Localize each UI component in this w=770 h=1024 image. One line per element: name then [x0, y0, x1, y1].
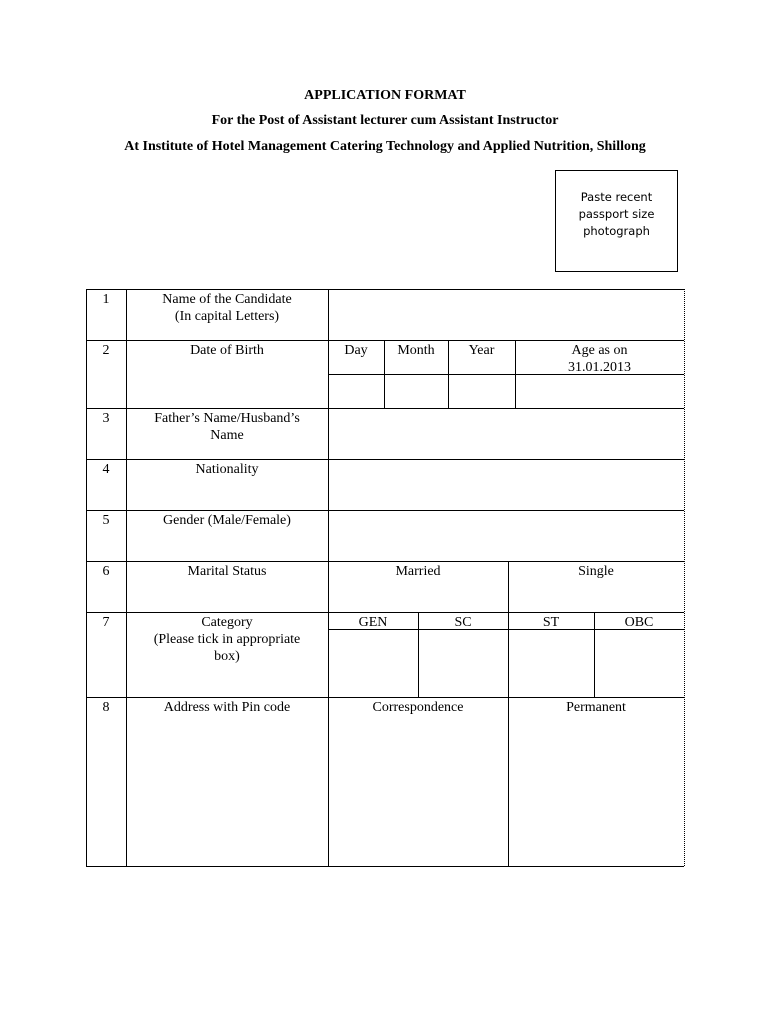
- row-number: 5: [102, 513, 110, 528]
- dob-day-label: Day: [344, 343, 368, 358]
- gender-label: Gender (Male/Female): [163, 513, 291, 528]
- category-obc-label: OBC: [624, 615, 654, 630]
- correspondence-address-label: Correspondence: [372, 700, 464, 715]
- photo-box-line-2: passport size: [578, 207, 655, 221]
- age-label: Age as on 31.01.2013: [568, 343, 631, 375]
- table-border-bottom: [86, 866, 684, 867]
- photo-box-line-3: photograph: [583, 224, 650, 238]
- married-option[interactable]: Married: [395, 564, 441, 579]
- name-input-cell[interactable]: [329, 290, 684, 340]
- nationality-label: Nationality: [195, 462, 259, 477]
- institute-name: At Institute of Hotel Management Catering Technology and Applied Nutrition, Shillong: [124, 139, 646, 154]
- category-gen-box[interactable]: [329, 630, 418, 697]
- category-st-box[interactable]: [509, 630, 594, 697]
- table-border-right: [684, 289, 685, 866]
- name-label: Name of the Candidate (In capital Letters): [162, 292, 292, 324]
- address-label: Address with Pin code: [163, 700, 291, 715]
- dob-day-input[interactable]: [329, 375, 384, 408]
- photo-box-line-1: Paste recent: [580, 190, 653, 204]
- correspondence-address-input[interactable]: [329, 720, 508, 866]
- age-input[interactable]: [516, 375, 684, 408]
- category-sc-box[interactable]: [419, 630, 508, 697]
- dob-label: Date of Birth: [190, 343, 264, 358]
- row-number: 2: [102, 343, 110, 358]
- row-divider: [86, 561, 684, 562]
- father-name-label: Father’s Name/Husband’s Name: [154, 411, 300, 443]
- single-option[interactable]: Single: [578, 564, 614, 579]
- row-number: 4: [102, 462, 110, 477]
- gender-input-cell[interactable]: [329, 511, 684, 561]
- row-number: 8: [102, 700, 110, 715]
- form-title: APPLICATION FORMAT: [304, 88, 466, 103]
- row-divider: [86, 697, 684, 698]
- category-gen-label: GEN: [358, 615, 388, 630]
- dob-year-label: Year: [468, 343, 495, 358]
- category-sc-label: SC: [454, 615, 472, 630]
- row-divider: [86, 340, 684, 341]
- dob-month-input[interactable]: [385, 375, 448, 408]
- category-obc-box[interactable]: [595, 630, 684, 697]
- dob-year-input[interactable]: [449, 375, 515, 408]
- row-number: 7: [102, 615, 110, 630]
- marital-status-label: Marital Status: [187, 564, 267, 579]
- category-st-label: ST: [542, 615, 560, 630]
- post-title: For the Post of Assistant lecturer cum Assistant Instructor: [211, 113, 559, 128]
- category-label: Category (Please tick in appropriate box): [153, 615, 301, 664]
- photo-box[interactable]: [555, 170, 678, 272]
- nationality-input-cell[interactable]: [329, 460, 684, 510]
- dob-month-label: Month: [397, 343, 435, 358]
- row-number: 6: [102, 564, 110, 579]
- father-name-input-cell[interactable]: [329, 409, 684, 459]
- row-number: 1: [102, 292, 110, 307]
- permanent-address-input[interactable]: [509, 720, 684, 866]
- row-number: 3: [102, 411, 110, 426]
- permanent-address-label: Permanent: [566, 700, 626, 715]
